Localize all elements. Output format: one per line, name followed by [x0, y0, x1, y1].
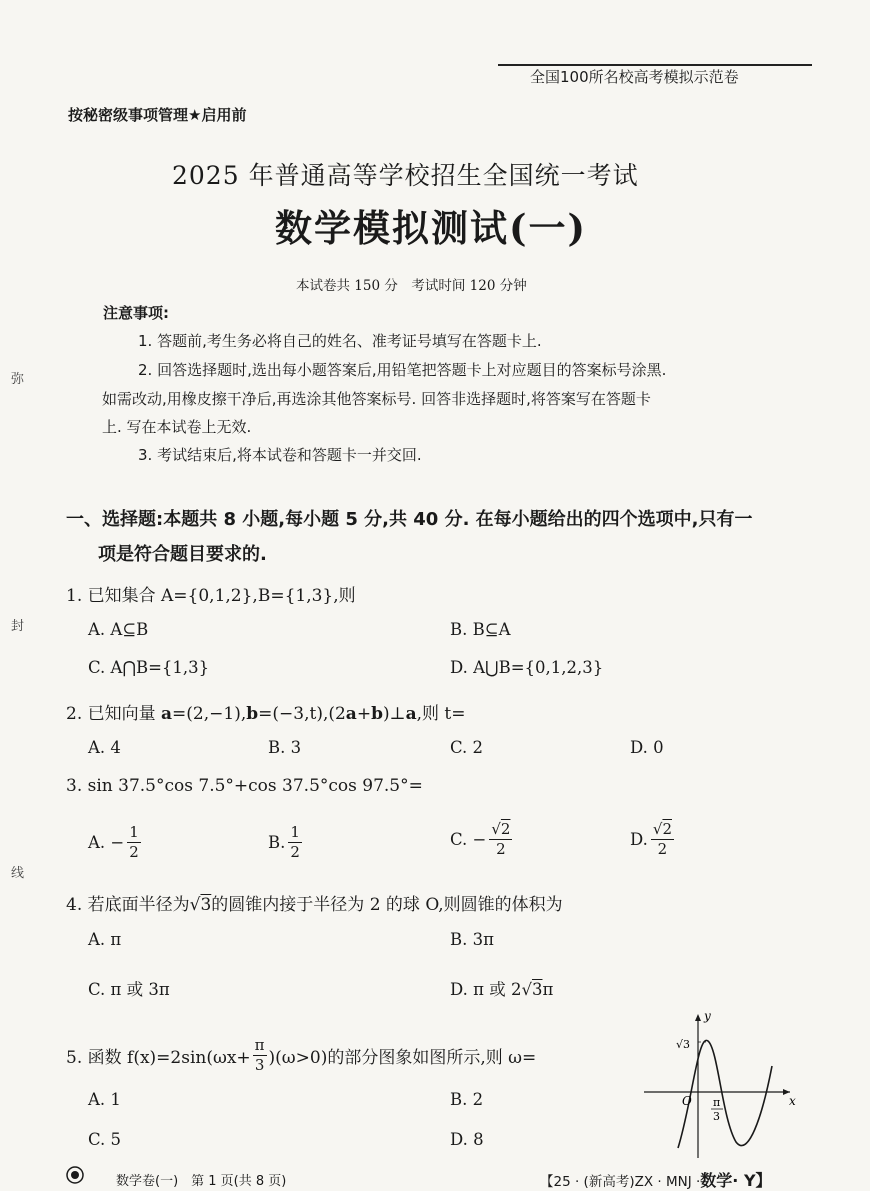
question-2-option-d: D. 0 [630, 738, 664, 757]
brand-title: 全国100所名校高考模拟示范卷 [530, 68, 739, 86]
question-2-option-a: A. 4 [88, 738, 121, 757]
seal-mark-feng: 封 [11, 619, 25, 634]
exam-info: 本试卷共 150 分 考试时间 120 分钟 [296, 278, 527, 294]
question-5-stem: 5. 函数 f(x)=2sin(ωx+ $\frac{\pi}{3}$ )(ω>0)的部分图象如图所示,则 ω= [66, 1036, 537, 1074]
question-3-stem: 3. sin 37.5°cos 7.5°+cos 37.5°cos 97.5°= [66, 776, 423, 796]
question-5-option-c: C. 5 [88, 1130, 122, 1149]
question-1-option-b: B. B⊆A [450, 620, 511, 639]
notice-item-2-line-3: 上. 写在本试卷上无效. [102, 418, 252, 436]
notice-title: 注意事项: [103, 304, 169, 322]
sine-curve [678, 1040, 772, 1148]
question-1-option-a: A. A⊆B [88, 620, 149, 639]
notice-item-2-line-1: 2. 回答选择题时,选出每小题答案后,用铅笔把答题卡上对应题目的答案标号涂黑. [138, 361, 667, 379]
question-3-option-b: B. $\frac{1}{2}$ [268, 823, 300, 861]
seal-mark-mi: 弥 [11, 372, 25, 387]
question-2-option-c: C. 2 [450, 738, 484, 757]
vector-b: b [246, 704, 259, 724]
vector-a: a [161, 704, 173, 724]
question-5-option-d: D. 8 [450, 1130, 484, 1149]
three-label: 3 [713, 1110, 720, 1123]
question-2-stem: 2. 已知向量 a=(2,−1),b=(−3,t),(2a+b)⊥a,则 t= [66, 704, 466, 724]
footer-code: 【25 · (新高考)ZX · MNJ ·数学· Y】 [540, 1171, 772, 1190]
footer-page-info: 数学卷(一) 第 1 页(共 8 页) [116, 1174, 287, 1189]
y-axis-label: y [704, 1009, 711, 1023]
confidential-label: 按秘密级事项管理★启用前 [68, 106, 247, 124]
question-3-option-a: A. − $\frac{1}{2}$ [88, 823, 139, 861]
fraction: $\frac{√2}{2}$ [652, 820, 672, 858]
question-4-option-d: D. π 或 2√3π [450, 980, 554, 999]
question-3-option-c: C. − $\frac{√2}{2}$ [450, 820, 511, 858]
fraction: $\frac{\pi}{3}$ [254, 1036, 265, 1074]
seal-mark-xian: 线 [11, 866, 25, 881]
question-4-option-c: C. π 或 3π [88, 980, 170, 999]
notice-item-3: 3. 考试结束后,将本试卷和答题卡一并交回. [138, 446, 422, 464]
test-title: 数学模拟测试(一) [275, 206, 588, 250]
question-5-option-b: B. 2 [450, 1090, 484, 1109]
question-4-option-a: A. π [88, 930, 122, 949]
logo-icon [66, 1166, 84, 1184]
x-axis-label: x [789, 1094, 796, 1108]
question-4-option-b: B. 3π [450, 930, 494, 949]
exam-title: 2025 年普通高等学校招生全国统一考试 [172, 161, 639, 190]
question-1-stem: 1. 已知集合 A={0,1,2},B={1,3},则 [66, 586, 356, 606]
question-2-option-b: B. 3 [268, 738, 302, 757]
function-graph [640, 1008, 800, 1158]
origin-label: O [682, 1094, 692, 1108]
fraction: $\frac{1}{2}$ [129, 823, 139, 861]
question-5-option-a: A. 1 [88, 1090, 121, 1109]
section-heading-line-1: 一、选择题:本题共 8 小题,每小题 5 分,共 40 分. 在每小题给出的四个选项中,只有一 [66, 509, 753, 530]
question-1-option-d: D. A⋃B={0,1,2,3} [450, 658, 604, 677]
notice-item-1: 1. 答题前,考生务必将自己的姓名、准考证号填写在答题卡上. [138, 332, 542, 350]
question-4-stem: 4. 若底面半径为√3的圆锥内接于半径为 2 的球 O,则圆锥的体积为 [66, 895, 563, 915]
question-3-option-d: D. $\frac{√2}{2}$ [630, 820, 672, 858]
y-axis-arrow [695, 1014, 701, 1021]
notice-item-2-line-2: 如需改动,用橡皮擦干净后,再选涂其他答案标号. 回答非选择题时,将答案写在答题卡 [102, 390, 651, 408]
sqrt3-label: √3 [676, 1038, 691, 1051]
pi-label: π [713, 1096, 721, 1109]
fraction: $\frac{1}{2}$ [290, 823, 300, 861]
question-1-option-c: C. A⋂B={1,3} [88, 658, 210, 677]
section-heading-line-2: 项是符合题目要求的. [98, 544, 267, 565]
fraction: $\frac{√2}{2}$ [491, 820, 511, 858]
